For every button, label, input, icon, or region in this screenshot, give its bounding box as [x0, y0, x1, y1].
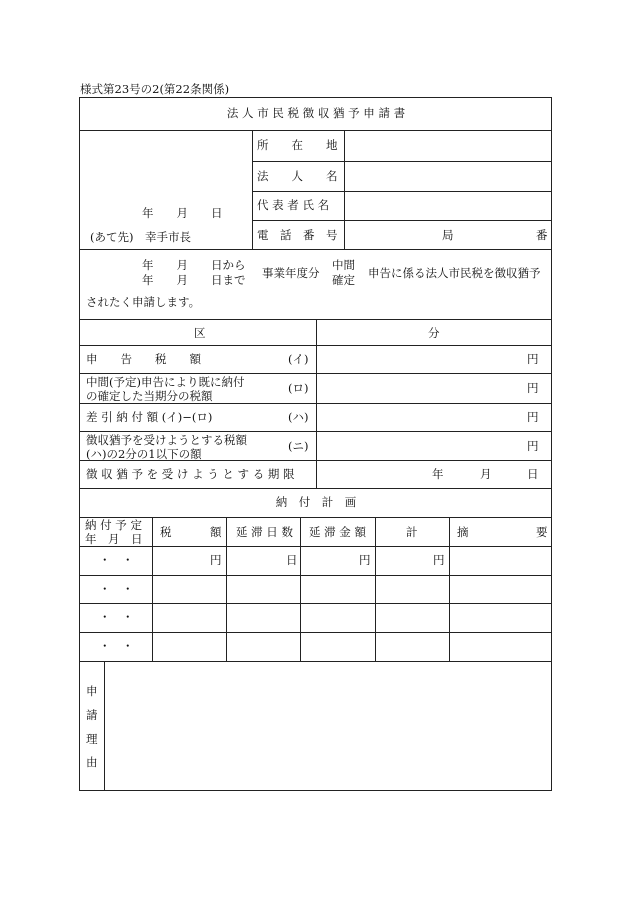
plan-header-total: 計 — [406, 525, 418, 539]
plan-header-date-2: 年 月 日 — [85, 532, 143, 546]
phone-label: 電 話 番 号 — [257, 228, 338, 242]
declaration-text-2: されたく申請します。 — [86, 295, 201, 309]
form-title: 法 人 市 民 税 徴 収 猶 予 申 請 書 — [226, 106, 406, 120]
period-from: 年 月 日から — [142, 258, 246, 272]
addressee-mayor: 幸手市長 — [145, 230, 191, 244]
row-unit-ha: 円 — [527, 410, 539, 424]
deadline-day: 日 — [527, 467, 539, 481]
row-label-ha: 差 引 納 付 額 (イ)−(ロ) — [86, 410, 213, 424]
row-unit-ni: 円 — [527, 439, 539, 453]
row-unit-i: 円 — [527, 352, 539, 366]
row-label-ni: 徴収猶予を受けようとする税額 (ハ)の2分の1以下の額 — [86, 433, 247, 462]
row-label-ro: 中間(予定)申告により既に納付 の確定した当期分の税額 — [86, 375, 245, 404]
declaration-text-1: 申告に係る法人市民税を徴収猶予 — [368, 266, 541, 280]
plan-header-note-b: 要 — [536, 525, 548, 539]
deadline-year: 年 — [432, 467, 444, 481]
address-label: 所 在 地 — [257, 138, 338, 152]
chukan-label: 中間 — [332, 258, 355, 272]
plan-row-4-date[interactable]: ・ ・ — [99, 639, 134, 653]
fiscal-year-label: 事業年度分 — [262, 266, 320, 280]
reason-label-1: 申 — [86, 684, 98, 698]
deadline-label: 徴 収 猶 予 を 受 け よ う と す る 期 限 — [86, 467, 295, 481]
plan-header-days: 延 滞 日 数 — [236, 525, 293, 539]
application-date: 年 月 日 — [142, 206, 223, 220]
plan-header-date-1: 納 付 予 定 — [85, 518, 142, 532]
reason-label-4: 由 — [86, 755, 98, 769]
plan-row-1-amount-unit: 円 — [359, 553, 371, 567]
plan-header-amount: 延 滞 金 額 — [309, 525, 366, 539]
row-mark-i: (イ) — [288, 352, 309, 366]
kakutei-label: 確定 — [332, 273, 355, 287]
reason-label-2: 請 — [86, 708, 98, 722]
phone-kyoku-label: 局 — [442, 228, 454, 242]
section-header-left: 区 — [194, 326, 206, 340]
row-mark-ro: (ロ) — [288, 381, 309, 395]
reason-label-3: 理 — [86, 732, 98, 746]
plan-row-1-date[interactable]: ・ ・ — [99, 553, 134, 567]
period-to: 年 月 日まで — [142, 273, 246, 287]
row-label-i: 申 告 税 額 — [86, 352, 201, 366]
plan-row-1-total-unit: 円 — [433, 553, 445, 567]
plan-row-1-tax-unit: 円 — [210, 553, 222, 567]
plan-header-tax-b: 額 — [210, 525, 222, 539]
application-form — [79, 97, 552, 791]
row-mark-ha: (ハ) — [288, 410, 309, 424]
corporate-name-label: 法 人 名 — [257, 169, 338, 183]
row-unit-ro: 円 — [527, 381, 539, 395]
payment-plan-title: 納 付 計 画 — [275, 495, 357, 509]
deadline-month: 月 — [480, 467, 492, 481]
plan-row-2-date[interactable]: ・ ・ — [99, 582, 134, 596]
plan-header-note-a: 摘 — [457, 525, 469, 539]
plan-header-tax-a: 税 — [160, 525, 172, 539]
section-header-right: 分 — [428, 326, 440, 340]
row-mark-ni: (ニ) — [288, 439, 309, 453]
plan-row-3-date[interactable]: ・ ・ — [99, 610, 134, 624]
plan-row-1-days-unit: 日 — [286, 553, 298, 567]
phone-ban-label: 番 — [536, 228, 548, 242]
addressee-label: (あて先) — [90, 230, 134, 244]
form-number: 様式第23号の2(第22条関係) — [80, 82, 230, 96]
representative-label: 代 表 者 氏 名 — [257, 198, 330, 212]
